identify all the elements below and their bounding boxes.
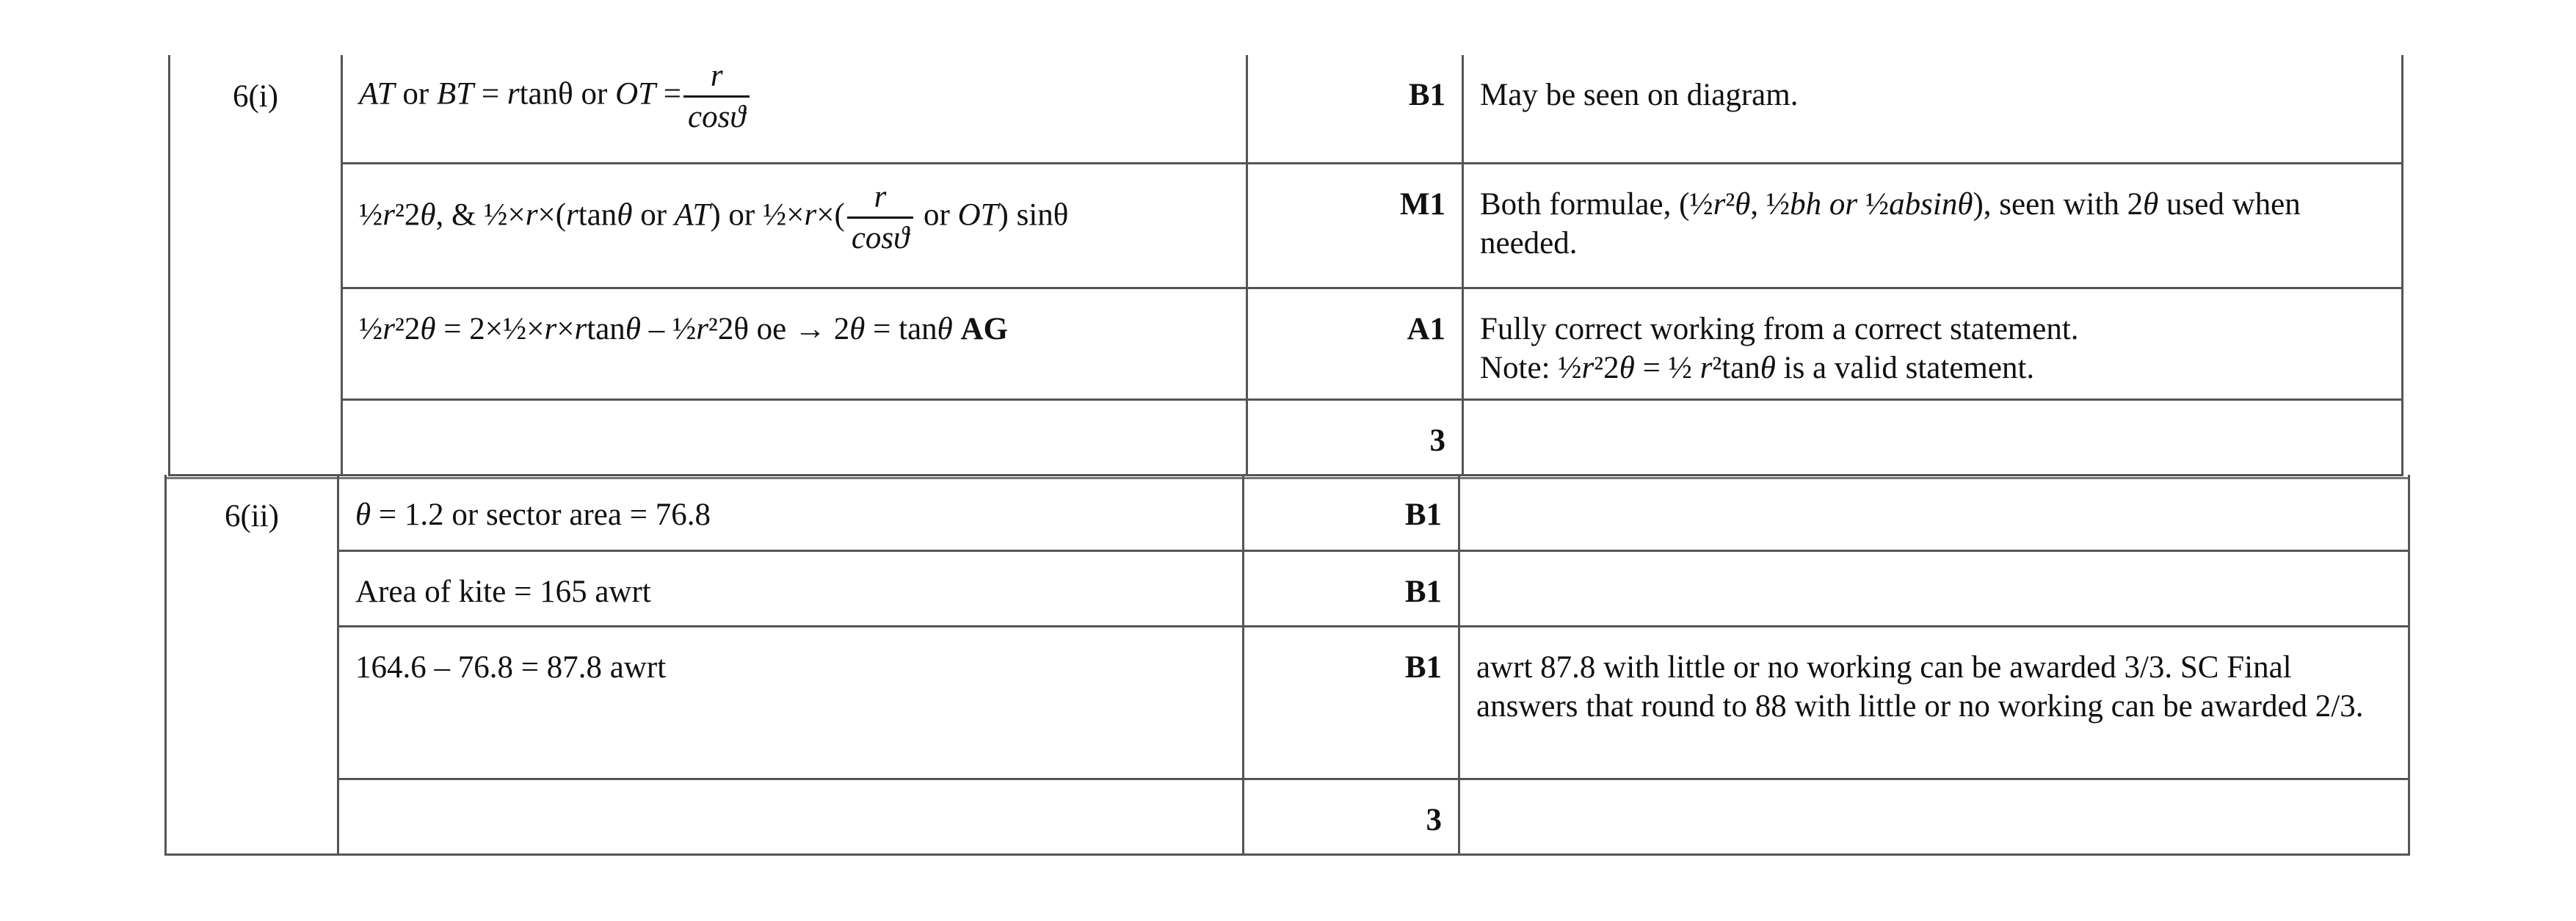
table-row bbox=[170, 288, 2403, 399]
answer-cell: Area of kite = 165 awrt bbox=[338, 550, 1244, 626]
guidance-cell: May be seen on diagram. bbox=[1463, 55, 2403, 163]
answer-cell: ½r²2θ, & ½×r×(rtanθ or AT) or ½×r×( $\frac{r}{\cos ϑ}$ or OT) sinθ bbox=[342, 163, 1247, 288]
question-number: 6(i) bbox=[170, 55, 342, 475]
mark-cell: B1 bbox=[1244, 550, 1459, 626]
guidance-cell: Fully correct working from a correct statement. Note: ½r²2θ = ½ r²tanθ is a valid statement. bbox=[1463, 288, 2403, 399]
guidance-cell: awrt 87.8 with little or no working can be awarded 3/3. SC Final answers that round to 88 with little or no working can be awarded 2/3. bbox=[1459, 626, 2409, 779]
guidance-cell: Both formulae, (½r²θ, ½bh or ½absinθ), seen with 2θ used when needed. bbox=[1463, 163, 2403, 288]
answer-cell bbox=[338, 779, 1244, 854]
answer-cell: 164.6 – 76.8 = 87.8 awrt bbox=[338, 626, 1244, 779]
mark-total-cell: 3 bbox=[1244, 779, 1459, 854]
table-row bbox=[170, 399, 2403, 475]
mark-total-cell: 3 bbox=[1247, 399, 1463, 475]
guidance-cell bbox=[1463, 399, 2403, 475]
table-row bbox=[166, 626, 2409, 779]
guidance-cell bbox=[1459, 550, 2409, 626]
guidance-cell bbox=[1459, 779, 2409, 854]
table-row bbox=[166, 475, 2409, 550]
mark-cell: A1 bbox=[1247, 288, 1463, 399]
mark-cell: B1 bbox=[1244, 626, 1459, 779]
guidance-cell bbox=[1459, 475, 2409, 550]
answer-cell: AT or BT = rtanθ or OT = $\frac{r}{\cos ϑ}$ bbox=[342, 55, 1247, 163]
table-row bbox=[170, 55, 2403, 163]
fraction: $\frac{r}{\cos ϑ}$ bbox=[683, 59, 750, 134]
fraction: $\frac{r}{\cos ϑ}$ bbox=[847, 181, 913, 255]
answer-cell: θ = 1.2 or sector area = 76.8 bbox=[338, 475, 1244, 550]
table-row bbox=[166, 550, 2409, 626]
table-row bbox=[170, 163, 2403, 288]
table-row bbox=[166, 779, 2409, 854]
mark-scheme-table-6i bbox=[168, 55, 2403, 476]
mark-cell: M1 bbox=[1247, 163, 1463, 288]
answer-cell: ½r²2θ = 2×½×r×rtanθ – ½r²2θ oe → 2θ = tanθ AG bbox=[342, 288, 1247, 399]
question-number: 6(ii) bbox=[166, 475, 338, 854]
mark-cell: B1 bbox=[1247, 55, 1463, 163]
answer-cell bbox=[342, 399, 1247, 475]
mark-cell: B1 bbox=[1244, 475, 1459, 550]
mark-scheme-table-6ii bbox=[164, 475, 2410, 856]
